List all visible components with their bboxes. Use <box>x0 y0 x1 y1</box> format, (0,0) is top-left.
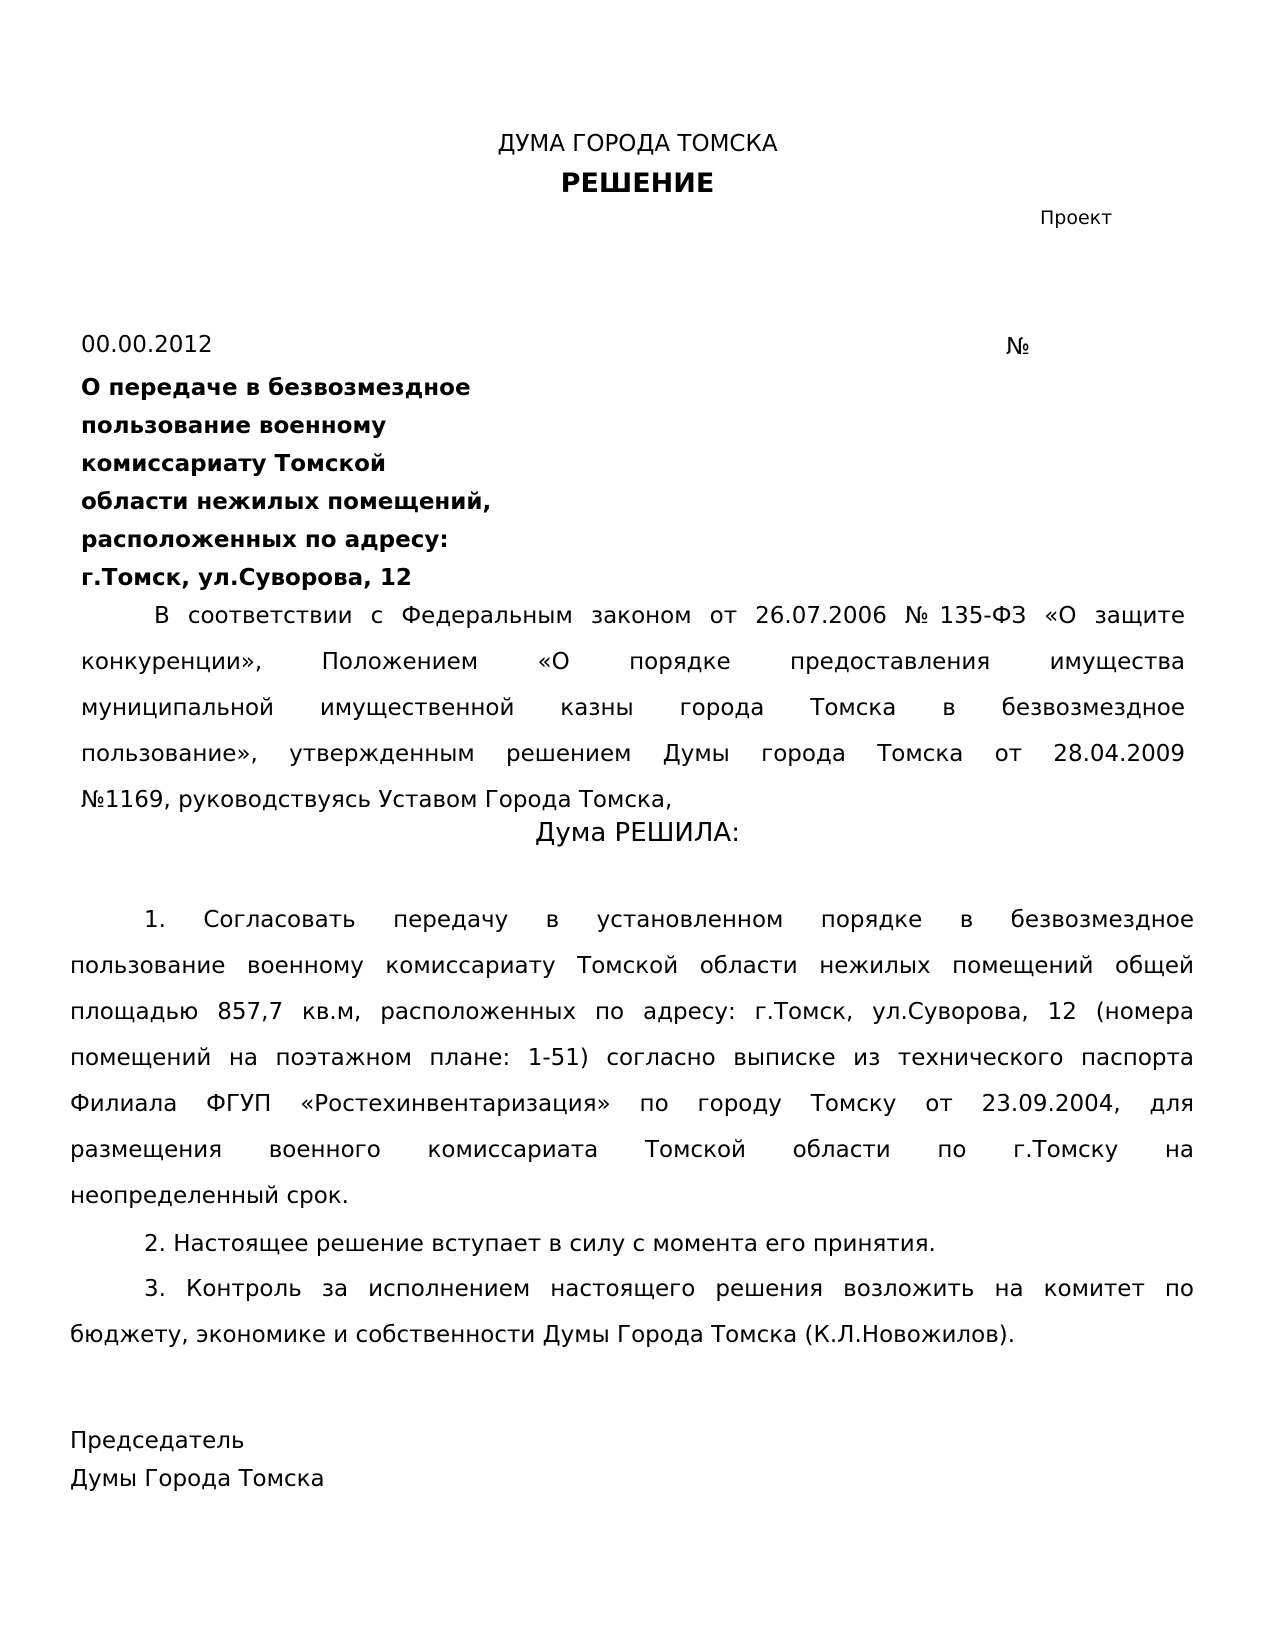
preamble-paragraph <box>81 593 1185 823</box>
resolution-item-1 <box>70 897 1194 1219</box>
resolved-heading: Дума РЕШИЛА: <box>535 818 740 848</box>
item1-line: 1. Согласовать передачу в установленном порядке в безвозмездное <box>144 907 1194 933</box>
item1-line: помещений на поэтажном плане: 1-51) согласно выписке из технического паспорта <box>70 1045 1194 1071</box>
item1-line: пользование военному комиссариату Томской области нежилых помещений общей <box>70 953 1194 979</box>
subject-line: г.Томск, ул.Суворова, 12 <box>81 565 412 591</box>
preamble-line: конкуренции», Положением «О порядке предоставления имущества <box>81 649 1185 675</box>
item3-line: 3. Контроль за исполнением настоящего решения возложить на комитет по <box>144 1276 1194 1302</box>
item1-line: размещения военного комиссариата Томской области по г.Томску на <box>70 1137 1194 1163</box>
item1-line: Филиала ФГУП «Ростехинвентаризация» по городу Томску от 23.09.2004, для <box>70 1091 1194 1117</box>
signature-block <box>70 1422 325 1498</box>
subject-line: О передаче в безвозмездное <box>81 375 471 401</box>
signature-organization: Думы Города Томска <box>70 1466 325 1492</box>
item1-line: площадью 857,7 кв.м, расположенных по адресу: г.Томск, ул.Суворова, 12 (номера <box>70 999 1194 1025</box>
resolution-item-2 <box>70 1221 1194 1267</box>
signature-title: Председатель <box>70 1428 245 1454</box>
document-type-heading: РЕШЕНИЕ <box>560 168 715 199</box>
preamble-line: №1169, руководствуясь Уставом Города Томска, <box>81 787 673 813</box>
preamble-line: В соответствии с Федеральным законом от 26.07.2006 №135-ФЗ «О защите <box>154 603 1185 629</box>
organization-title: ДУМА ГОРОДА ТОМСКА <box>497 131 778 157</box>
item1-line: неопределенный срок. <box>70 1183 349 1209</box>
item2-line: 2. Настоящее решение вступает в силу с момента его принятия. <box>144 1231 936 1257</box>
preamble-line: муниципальной имущественной казны города Томска в безвозмездное <box>81 695 1185 721</box>
subject-line: пользование военному <box>81 413 387 439</box>
document-subject <box>81 369 621 597</box>
draft-status-label: Проект <box>1040 207 1113 229</box>
item3-line: бюджету, экономике и собственности Думы Города Томска (К.Л.Новожилов). <box>70 1322 1016 1348</box>
subject-line: расположенных по адресу: <box>81 527 449 553</box>
subject-line: области нежилых помещений, <box>81 489 492 515</box>
document-number-label: № <box>1006 334 1030 360</box>
document-date: 00.00.2012 <box>81 332 213 358</box>
preamble-line: пользование», утвержденным решением Думы города Томска от 28.04.2009 <box>81 741 1185 767</box>
resolution-item-3 <box>70 1266 1194 1358</box>
subject-line: комиссариату Томской <box>81 451 386 477</box>
